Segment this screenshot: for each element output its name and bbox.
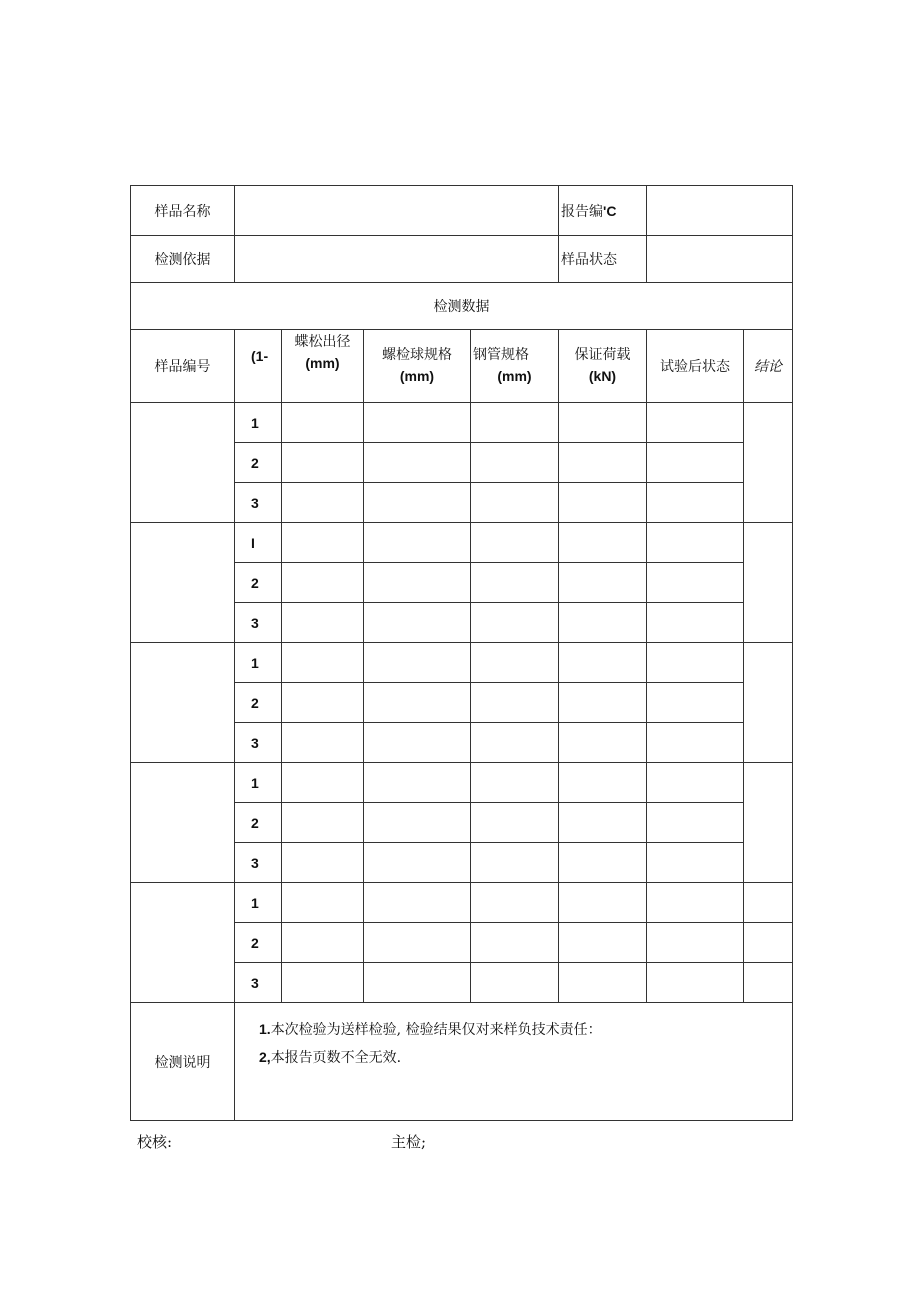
notes-label: 检测说明 xyxy=(131,1003,235,1121)
sample-no-cell[interactable] xyxy=(131,643,235,763)
tube-spec-cell[interactable] xyxy=(471,763,559,803)
note-2-number: 2, xyxy=(259,1049,271,1065)
after-state-cell[interactable] xyxy=(647,523,744,563)
table-row xyxy=(131,883,793,923)
table-row xyxy=(131,643,793,683)
ball-spec-cell[interactable] xyxy=(364,523,471,563)
conclusion-cell[interactable] xyxy=(744,923,793,963)
col-index: (1- xyxy=(235,330,282,403)
after-state-cell[interactable] xyxy=(647,563,744,603)
proof-load-cell[interactable] xyxy=(559,763,647,803)
checker-label: 校核: xyxy=(137,1133,173,1151)
note-line-1 xyxy=(259,1015,792,1043)
after-state-cell[interactable] xyxy=(647,803,744,843)
row-index: 3 xyxy=(235,723,282,763)
row-index: I xyxy=(235,523,282,563)
sample-status-field[interactable] xyxy=(647,236,793,283)
col-bolt-diameter-unit: (mm) xyxy=(305,355,340,371)
tube-spec-cell[interactable] xyxy=(471,843,559,883)
after-state-cell[interactable] xyxy=(647,923,744,963)
tube-spec-cell[interactable] xyxy=(471,443,559,483)
row-index: 2 xyxy=(235,803,282,843)
col-bolt-diameter xyxy=(282,330,364,403)
row-index: 3 xyxy=(235,843,282,883)
proof-load-cell[interactable] xyxy=(559,803,647,843)
after-state-cell[interactable] xyxy=(647,763,744,803)
sample-no-cell[interactable] xyxy=(131,403,235,523)
proof-load-cell[interactable] xyxy=(559,683,647,723)
row-index: 2 xyxy=(235,683,282,723)
tube-spec-cell[interactable] xyxy=(471,683,559,723)
conclusion-cell[interactable] xyxy=(744,523,793,643)
inspector-label: 主检; xyxy=(391,1133,427,1151)
report-no-field[interactable] xyxy=(647,186,793,236)
report-no-label xyxy=(559,186,647,236)
tube-spec-cell[interactable] xyxy=(471,643,559,683)
col-bolt-diameter-title: 蝶松出径 xyxy=(294,334,351,350)
col-tube-spec-unit: (mm) xyxy=(497,368,532,384)
proof-load-cell[interactable] xyxy=(559,963,647,1003)
after-state-cell[interactable] xyxy=(647,683,744,723)
proof-load-cell[interactable] xyxy=(559,603,647,643)
notes-content xyxy=(235,1003,793,1121)
ball-spec-cell[interactable] xyxy=(364,963,471,1003)
col-proof-load-unit: (kN) xyxy=(588,368,617,384)
proof-load-cell[interactable] xyxy=(559,643,647,683)
row-index: 1 xyxy=(235,403,282,443)
sample-name-field[interactable] xyxy=(235,186,559,236)
bolt-diameter-cell[interactable] xyxy=(282,603,364,643)
note-2-text: 本报告页数不全无效. xyxy=(270,1050,402,1066)
table-row xyxy=(131,763,793,803)
col-ball-spec-unit: (mm) xyxy=(399,368,435,384)
tube-spec-cell[interactable] xyxy=(471,603,559,643)
bolt-diameter-cell[interactable] xyxy=(282,443,364,483)
ball-spec-cell[interactable] xyxy=(364,483,471,523)
ball-spec-cell[interactable] xyxy=(364,563,471,603)
tube-spec-cell[interactable] xyxy=(471,803,559,843)
row-index: 1 xyxy=(235,643,282,683)
bolt-diameter-cell[interactable] xyxy=(282,803,364,843)
ball-spec-cell[interactable] xyxy=(364,643,471,683)
note-1-number: 1. xyxy=(259,1021,271,1037)
col-tube-spec xyxy=(471,330,559,403)
after-state-cell[interactable] xyxy=(647,963,744,1003)
proof-load-cell[interactable] xyxy=(559,883,647,923)
ball-spec-cell[interactable] xyxy=(364,403,471,443)
bolt-diameter-cell[interactable] xyxy=(282,483,364,523)
after-state-cell[interactable] xyxy=(647,643,744,683)
after-state-cell[interactable] xyxy=(647,723,744,763)
bolt-diameter-cell[interactable] xyxy=(282,963,364,1003)
row-index: 3 xyxy=(235,603,282,643)
after-state-cell[interactable] xyxy=(647,443,744,483)
tube-spec-cell[interactable] xyxy=(471,403,559,443)
row-index: 2 xyxy=(235,923,282,963)
col-ball-spec-title: 螺检球规格 xyxy=(382,347,452,363)
after-state-cell[interactable] xyxy=(647,603,744,643)
bolt-diameter-cell[interactable] xyxy=(282,403,364,443)
proof-load-cell[interactable] xyxy=(559,443,647,483)
col-tube-spec-title: 钢管规格 xyxy=(473,347,529,363)
sample-no-cell[interactable] xyxy=(131,523,235,643)
column-header-row xyxy=(131,330,793,403)
after-state-cell[interactable] xyxy=(647,403,744,443)
tube-spec-cell[interactable] xyxy=(471,523,559,563)
proof-load-cell[interactable] xyxy=(559,523,647,563)
ball-spec-cell[interactable] xyxy=(364,443,471,483)
row-index: 3 xyxy=(235,963,282,1003)
bolt-diameter-cell[interactable] xyxy=(282,523,364,563)
bolt-diameter-cell[interactable] xyxy=(282,923,364,963)
ball-spec-cell[interactable] xyxy=(364,683,471,723)
col-conclusion: 结论 xyxy=(744,330,793,403)
note-line-2 xyxy=(259,1043,792,1071)
proof-load-cell[interactable] xyxy=(559,483,647,523)
proof-load-cell[interactable] xyxy=(559,563,647,603)
after-state-cell[interactable] xyxy=(647,483,744,523)
col-proof-load xyxy=(559,330,647,403)
bolt-diameter-cell[interactable] xyxy=(282,643,364,683)
sample-no-cell[interactable] xyxy=(131,763,235,883)
table-row xyxy=(131,523,793,563)
ball-spec-cell[interactable] xyxy=(364,763,471,803)
row-index: 2 xyxy=(235,443,282,483)
conclusion-cell[interactable] xyxy=(744,643,793,763)
tube-spec-cell[interactable] xyxy=(471,723,559,763)
basis-field[interactable] xyxy=(235,236,559,283)
section-title: 检测数据 xyxy=(131,283,793,330)
row-index: 1 xyxy=(235,763,282,803)
notes-row xyxy=(131,1003,793,1121)
header-row-2 xyxy=(131,236,793,283)
tube-spec-cell[interactable] xyxy=(471,963,559,1003)
tube-spec-cell[interactable] xyxy=(471,883,559,923)
conclusion-cell[interactable] xyxy=(744,963,793,1003)
section-title-row xyxy=(131,283,793,330)
after-state-cell[interactable] xyxy=(647,843,744,883)
sample-status-label: 样品状态 xyxy=(559,236,647,283)
proof-load-cell[interactable] xyxy=(559,403,647,443)
table-row xyxy=(131,403,793,443)
row-index: 1 xyxy=(235,883,282,923)
ball-spec-cell[interactable] xyxy=(364,603,471,643)
bolt-diameter-cell[interactable] xyxy=(282,563,364,603)
report-no-label-text: 报告编 xyxy=(561,203,603,220)
tube-spec-cell[interactable] xyxy=(471,923,559,963)
conclusion-cell[interactable] xyxy=(744,403,793,523)
test-record-table xyxy=(130,185,793,1121)
report-no-label-suffix: 'C xyxy=(603,202,617,219)
header-row-1 xyxy=(131,186,793,236)
ball-spec-cell[interactable] xyxy=(364,883,471,923)
bolt-diameter-cell[interactable] xyxy=(282,843,364,883)
sample-name-label: 样品名称 xyxy=(131,186,235,236)
ball-spec-cell[interactable] xyxy=(364,843,471,883)
col-ball-spec xyxy=(364,330,471,403)
row-index: 3 xyxy=(235,483,282,523)
bolt-diameter-cell[interactable] xyxy=(282,723,364,763)
proof-load-cell[interactable] xyxy=(559,843,647,883)
ball-spec-cell[interactable] xyxy=(364,923,471,963)
proof-load-cell[interactable] xyxy=(559,923,647,963)
tube-spec-cell[interactable] xyxy=(471,563,559,603)
row-index: 2 xyxy=(235,563,282,603)
bolt-diameter-cell[interactable] xyxy=(282,683,364,723)
col-proof-load-title: 保证荷载 xyxy=(574,347,631,363)
proof-load-cell[interactable] xyxy=(559,723,647,763)
col-after-state: 试验后状态 xyxy=(647,330,744,403)
basis-label: 检测依据 xyxy=(131,236,235,283)
tube-spec-cell[interactable] xyxy=(471,483,559,523)
after-state-cell[interactable] xyxy=(647,883,744,923)
note-1-text: 本次检验为送样检验, 检验结果仅对来样负技术责任： xyxy=(270,1022,602,1038)
bolt-diameter-cell[interactable] xyxy=(282,883,364,923)
conclusion-cell[interactable] xyxy=(744,763,793,883)
ball-spec-cell[interactable] xyxy=(364,803,471,843)
col-sample-no: 样品编号 xyxy=(131,330,235,403)
sample-no-cell[interactable] xyxy=(131,883,235,1003)
bolt-diameter-cell[interactable] xyxy=(282,763,364,803)
ball-spec-cell[interactable] xyxy=(364,723,471,763)
conclusion-cell[interactable] xyxy=(744,883,793,923)
